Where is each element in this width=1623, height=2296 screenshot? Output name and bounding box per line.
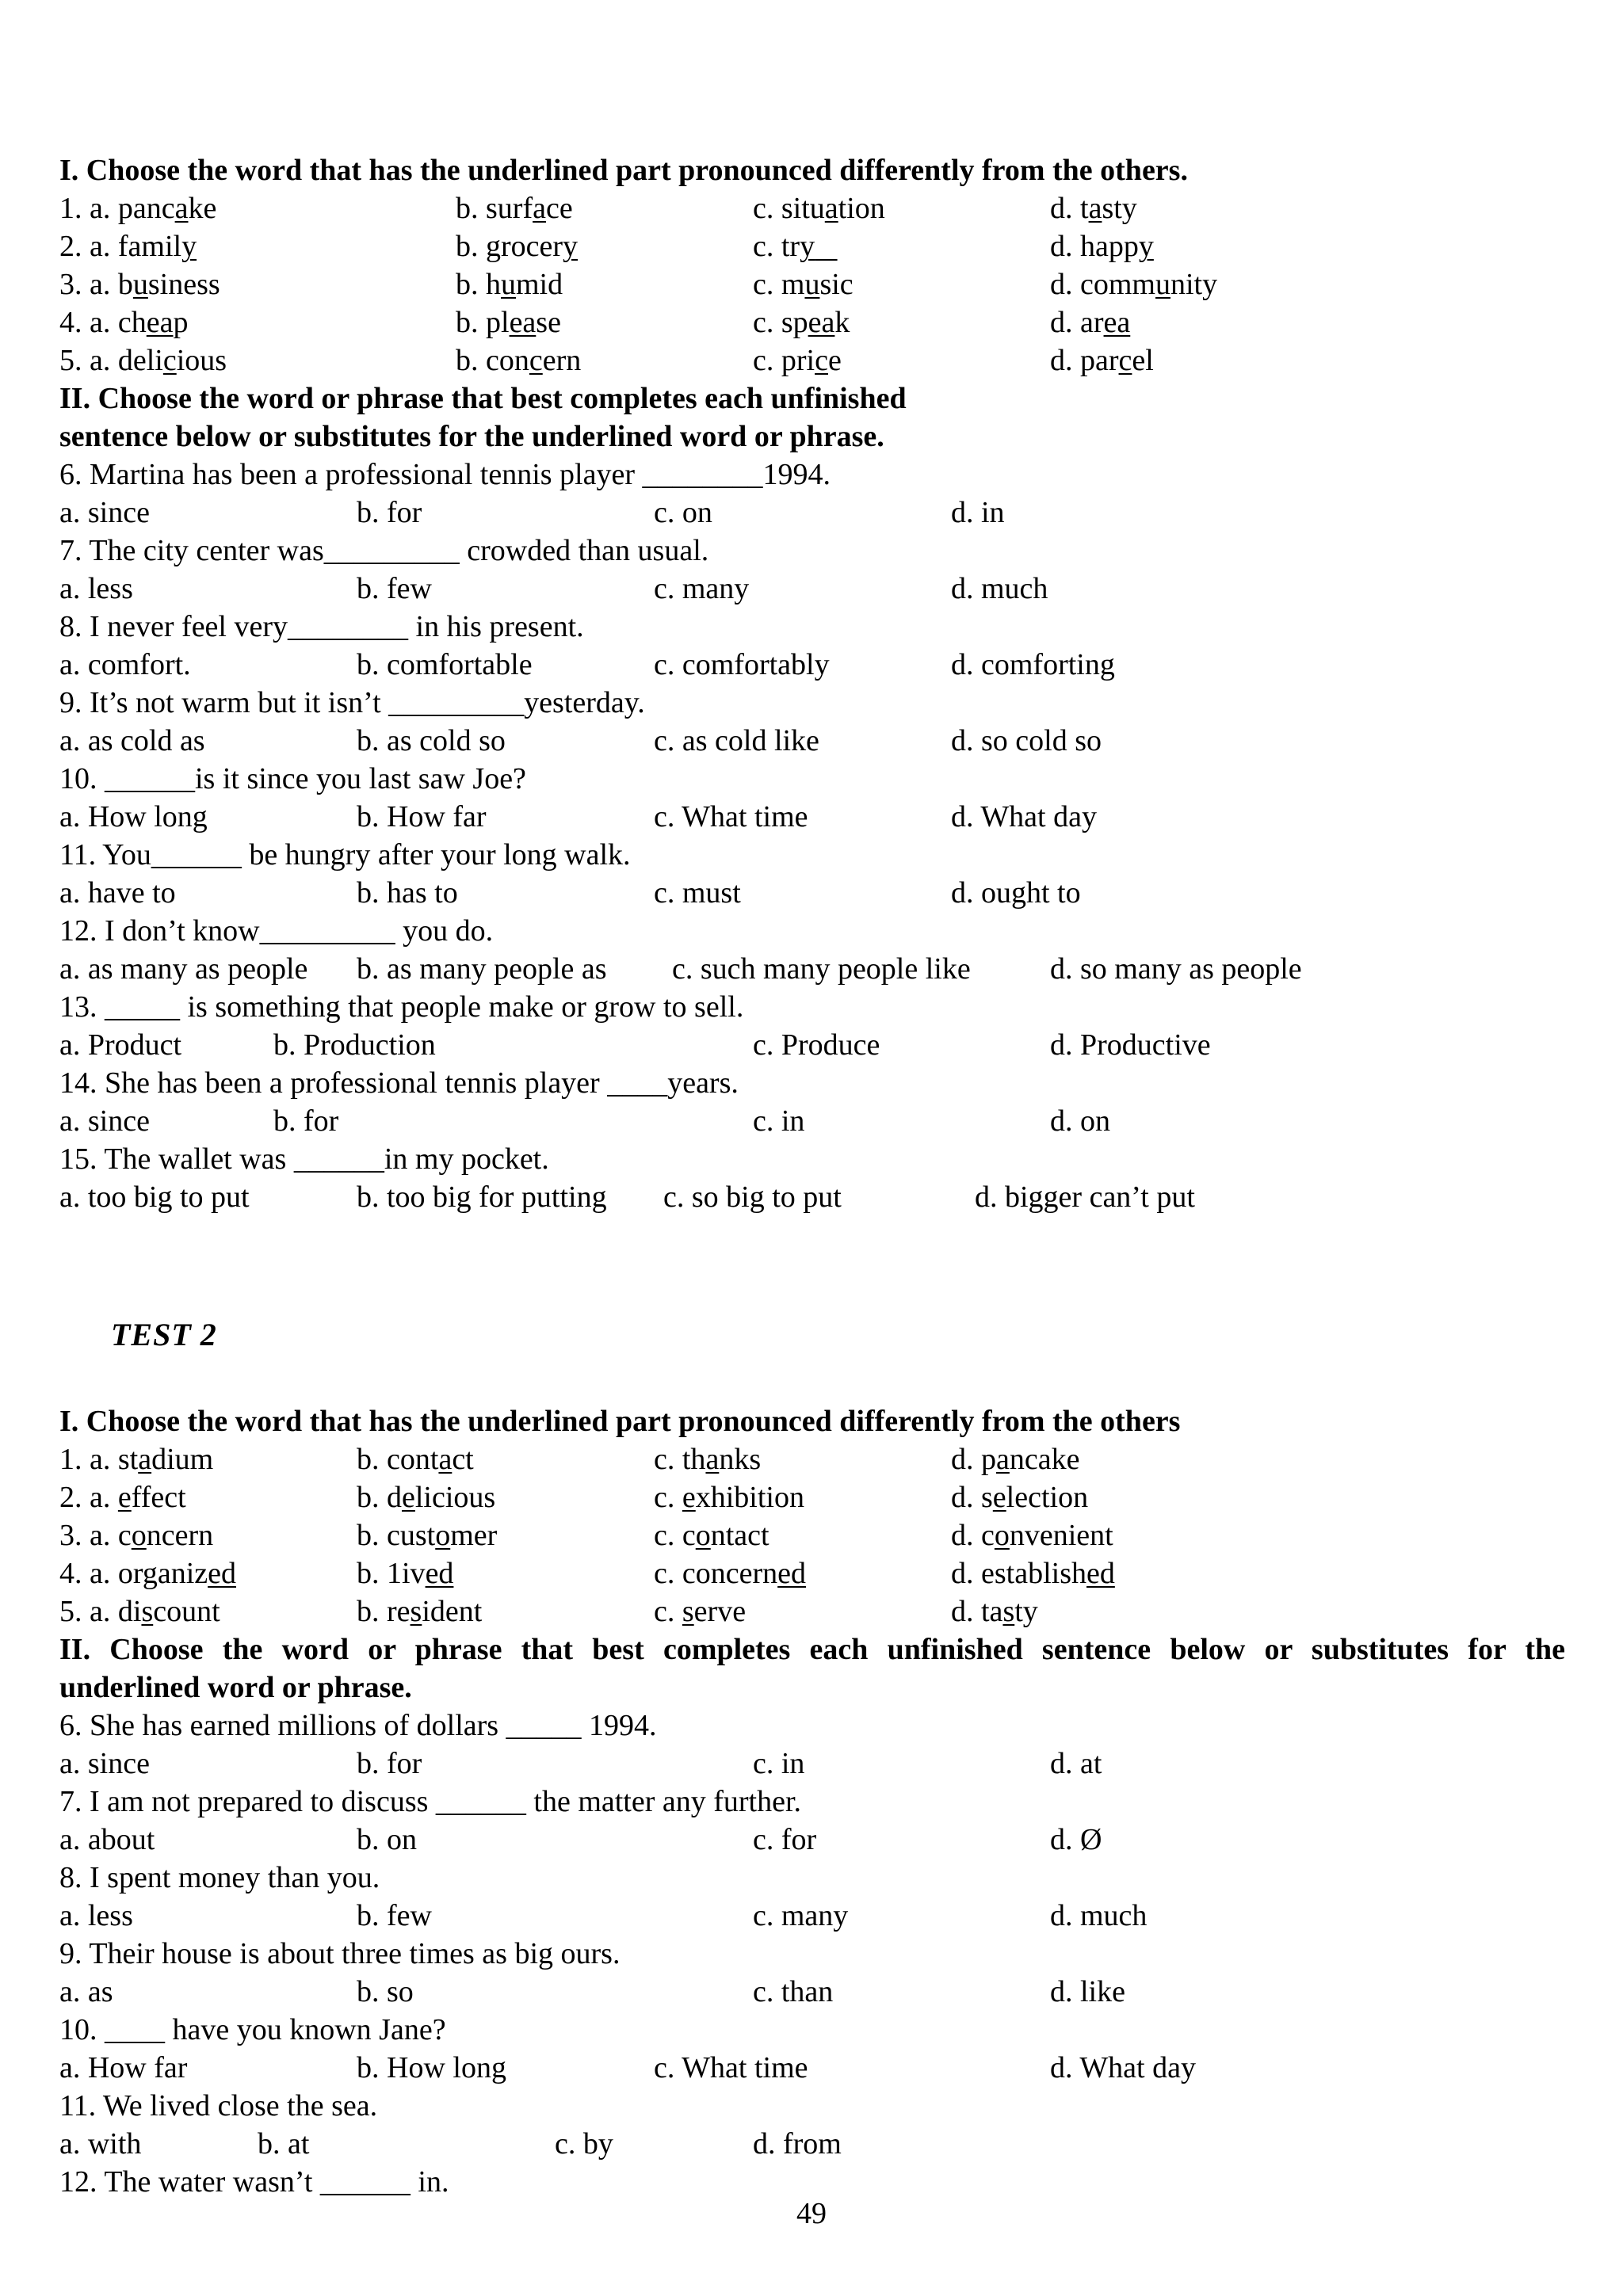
option-c: c. so big to put — [663, 1180, 842, 1214]
option-c: c. What time — [654, 2051, 808, 2084]
option-a: a. How long — [59, 800, 208, 833]
option-c: c. must — [654, 876, 741, 910]
option-a: a. about — [59, 1823, 155, 1856]
option-c: c. on — [654, 496, 712, 529]
option-c: c. music — [753, 268, 854, 301]
option-b: b. on — [357, 1823, 417, 1856]
option-b: b. 1ived — [357, 1557, 454, 1590]
option-c: c. situation — [753, 192, 885, 225]
option-a: a. Product — [59, 1028, 182, 1062]
option-d: d. Ø — [1050, 1823, 1102, 1856]
section-2-heading: underlined word or phrase. — [59, 1671, 412, 1704]
option-a: 5. a. delicious — [59, 344, 227, 377]
option-a: 2. a. family — [59, 230, 197, 263]
option-b: b. grocery — [456, 230, 579, 263]
option-b: b. for — [357, 1747, 422, 1780]
option-b: b. comfortable — [357, 648, 533, 681]
option-b: b. as many people as — [357, 952, 607, 986]
option-d: d. happy — [1050, 230, 1154, 263]
question-stem: 9. Their house is about three times as big ours. — [59, 1937, 621, 1970]
question-stem: 12. The water wasn’t ______ in. — [59, 2165, 449, 2199]
option-d: d. community — [1050, 268, 1218, 301]
option-c: c. by — [555, 2127, 613, 2161]
option-c: c. price — [753, 344, 842, 377]
option-d: d. ought to — [951, 876, 1081, 910]
question-stem: 14. She has been a professional tennis player ____years. — [59, 1066, 739, 1100]
option-a: 1. a. stadium — [59, 1443, 214, 1476]
option-a: 4. a. cheap — [59, 306, 189, 339]
option-b: b. concern — [456, 344, 582, 377]
option-d: d. in — [951, 496, 1005, 529]
option-c: c. in — [753, 1747, 805, 1780]
option-d: d. from — [753, 2127, 842, 2161]
option-d: d. established — [951, 1557, 1115, 1590]
option-c: c. Produce — [753, 1028, 880, 1062]
option-b: b. as cold so — [357, 724, 506, 757]
option-c: c. as cold like — [654, 724, 819, 757]
question-stem: 10. ______is it since you last saw Joe? — [59, 762, 526, 795]
option-d: d. bigger can’t put — [975, 1180, 1195, 1214]
option-c: c. for — [753, 1823, 817, 1856]
option-c: c. concerned — [654, 1557, 806, 1590]
option-d: d. What day — [951, 800, 1097, 833]
option-a: a. have to — [59, 876, 176, 910]
section-2-heading: II. Choose the word or phrase that best completes each unfinished sentence below or substitutes for the — [59, 1633, 1565, 1666]
option-a: a. since — [59, 1104, 150, 1138]
option-c: c. speak — [753, 306, 850, 339]
option-c: c. What time — [654, 800, 808, 833]
option-a: a. too big to put — [59, 1180, 250, 1214]
option-b: b. for — [357, 496, 422, 529]
option-a: a. as many as people — [59, 952, 308, 986]
option-a: 1. a. pancake — [59, 192, 217, 225]
question-stem: 11. You______ be hungry after your long walk. — [59, 838, 631, 871]
question-stem: 11. We lived close the sea. — [59, 2089, 378, 2122]
option-a: a. since — [59, 1747, 150, 1780]
option-c: c. exhibition — [654, 1481, 804, 1514]
option-c: c. serve — [654, 1595, 747, 1628]
option-d: d. selection — [951, 1481, 1089, 1514]
option-c: c. than — [753, 1975, 834, 2008]
option-b: b. contact — [357, 1443, 474, 1476]
question-stem: 6. She has earned millions of dollars _____ 1994. — [59, 1709, 657, 1742]
option-d: d. Productive — [1050, 1028, 1211, 1062]
page-number: 49 — [796, 2197, 827, 2230]
section-1-heading: I. Choose the word that has the underlined part pronounced differently from the others — [59, 1405, 1181, 1438]
question-stem: 15. The wallet was ______in my pocket. — [59, 1142, 549, 1176]
option-d: d. tasty — [1050, 192, 1137, 225]
option-b: b. How far — [357, 800, 487, 833]
option-b: b. at — [258, 2127, 310, 2161]
option-b: b. for — [273, 1104, 339, 1138]
option-b: b. How long — [357, 2051, 506, 2084]
option-c: c. many — [753, 1899, 849, 1932]
option-c: c. such many people like — [672, 952, 971, 986]
option-a: a. comfort. — [59, 648, 191, 681]
option-a: a. less — [59, 1899, 133, 1932]
option-d: d. pancake — [951, 1443, 1080, 1476]
option-d: d. tasty — [951, 1595, 1038, 1628]
option-d: d. at — [1050, 1747, 1102, 1780]
option-c: c. try — [753, 230, 815, 263]
question-stem: 10. ____ have you known Jane? — [59, 2013, 446, 2046]
option-a: 3. a. concern — [59, 1519, 214, 1552]
option-a: a. since — [59, 496, 150, 529]
option-b: b. humid — [456, 268, 563, 301]
test-2-title: TEST 2 — [111, 1317, 217, 1352]
question-stem: 7. I am not prepared to discuss ______ the matter any further. — [59, 1785, 802, 1818]
option-b: b. so — [357, 1975, 414, 2008]
option-b: b. too big for putting — [357, 1180, 607, 1214]
option-b: b. Production — [273, 1028, 436, 1062]
option-d: d. much — [951, 572, 1048, 605]
question-stem: 8. I spent money than you. — [59, 1861, 380, 1894]
question-stem: 13. _____ is something that people make or grow to sell. — [59, 990, 744, 1024]
option-a: a. less — [59, 572, 133, 605]
option-d: d. comforting — [951, 648, 1115, 681]
question-stem: 7. The city center was_________ crowded than usual. — [59, 534, 709, 567]
option-b: b. please — [456, 306, 561, 339]
option-a: a. with — [59, 2127, 142, 2161]
option-b: b. customer — [357, 1519, 498, 1552]
option-d: d. like — [1050, 1975, 1125, 2008]
option-d: d. so many as people — [1050, 952, 1302, 986]
option-a: a. How far — [59, 2051, 188, 2084]
option-c: c. many — [654, 572, 750, 605]
option-d: d. on — [1050, 1104, 1110, 1138]
section-2-heading: II. Choose the word or phrase that best completes each unfinished — [59, 382, 907, 415]
option-d: d. parcel — [1050, 344, 1154, 377]
question-stem: 9. It’s not warm but it isn’t _________yesterday. — [59, 686, 645, 719]
option-c: c. in — [753, 1104, 805, 1138]
question-stem: 8. I never feel very________ in his present. — [59, 610, 584, 643]
option-b: b. has to — [357, 876, 458, 910]
option-d: d. so cold so — [951, 724, 1102, 757]
option-d: d. much — [1050, 1899, 1148, 1932]
option-a: 3. a. business — [59, 268, 220, 301]
option-a: 2. a. effect — [59, 1481, 186, 1514]
option-d: d. What day — [1050, 2051, 1196, 2084]
option-d: d. area — [1050, 306, 1131, 339]
option-b: b. resident — [357, 1595, 483, 1628]
option-b: b. surface — [456, 192, 573, 225]
option-c: c. comfortably — [654, 648, 830, 681]
option-c: c. contact — [654, 1519, 769, 1552]
section-1-heading: I. Choose the word that has the underlined part pronounced differently from the others. — [59, 154, 1188, 187]
option-c: c. thanks — [654, 1443, 762, 1476]
option-b: b. few — [357, 1899, 432, 1932]
option-b: b. few — [357, 572, 432, 605]
question-stem: 12. I don’t know_________ you do. — [59, 914, 494, 948]
section-2-heading: sentence below or substitutes for the underlined word or phrase. — [59, 420, 884, 453]
option-a: a. as cold as — [59, 724, 205, 757]
option-d: d. convenient — [951, 1519, 1113, 1552]
option-b: b. delicious — [357, 1481, 496, 1514]
option-a: 5. a. discount — [59, 1595, 220, 1628]
option-a: a. as — [59, 1975, 113, 2008]
option-a: 4. a. organized — [59, 1557, 236, 1590]
question-stem: 6. Martina has been a professional tennis player ________1994. — [59, 458, 831, 491]
